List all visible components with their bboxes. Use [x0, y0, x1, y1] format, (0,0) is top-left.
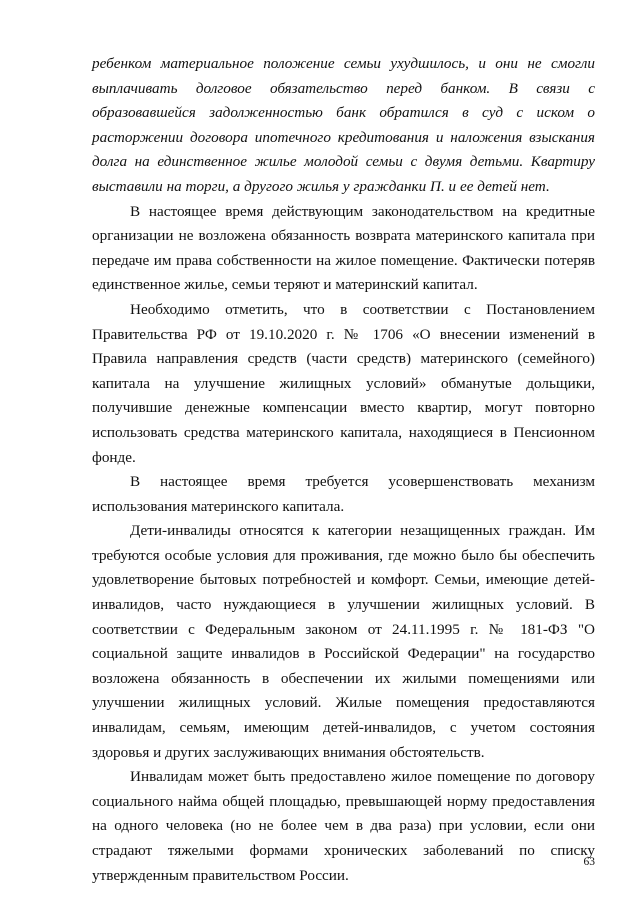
paragraph-government-decree: Необходимо отметить, что в соответствии с Постановлением Правительства РФ от 19.10.2020 г. № 1706 «О внесении изменений в Правила направления средств (части средств) материнского (семейного) капитала на улучшение жилищных условий» обманутые дольщики, получившие денежные компенсации вместо квартир, могут повторно использовать средства материнского капитала, находящиеся в Пенсионном фонде.	[92, 300, 595, 466]
page-number: 63	[583, 856, 595, 868]
document-page	[92, 52, 595, 888]
paragraph-mortgage-case: ребенком материальное положение семьи ухудшилось, и они не смогли выплачивать долговое обязательство перед банком. В связи с образовавшейся задолженностью банк обратился в суд с иском о расторжении договора ипотечного кредитования и наложения взыскания долга на единственное жилье молодой семьи с двумя детьми. Квартиру выставили на торги, а другого жилья у гражданки П. и ее детей нет.	[92, 55, 595, 195]
paragraph-disabled-children: Дети-инвалиды относятся к категории незащищенных граждан. Им требуются особые условия для проживания, где можно было бы обеспечить удовлетворение бытовых потребностей и комфорт. Семьи, имеющие детей-инвалидов, часто нуждающиеся в улучшении жилищных условий. В соответствии с Федеральным законом от 24.11.1995 г. № 181-ФЗ "О социальной защите инвалидов в Российской Федерации" на государство возложена обязанность в обеспечении их жилыми помещениями или улучшении жилищных условий. Жилые помещения предоставляются инвалидам, семьям, имеющим детей-инвалидов, с учетом состояния здоровья и других заслуживающих внимания обстоятельств.	[92, 522, 595, 761]
paragraph-credit-organizations: В настоящее время действующим законодательством на кредитные организации не возложена обязанность возврата материнского капитала при передаче им права собственности на жилое помещение. Фактически потеряв единственное жилье, семьи теряют и материнский капитал.	[92, 202, 595, 294]
paragraph-social-rent: Инвалидам может быть предоставлено жилое помещение по договору социального найма общей площадью, превышающей норму предоставления на одного человека (но не более чем в два раза) при условии, если они страдают тяжелыми формами хронических заболеваний по списку утвержденным правительством России.	[92, 768, 595, 884]
paragraph-improve-mechanism: В настоящее время требуется усовершенствовать механизм использования материнского капитала.	[92, 473, 595, 515]
